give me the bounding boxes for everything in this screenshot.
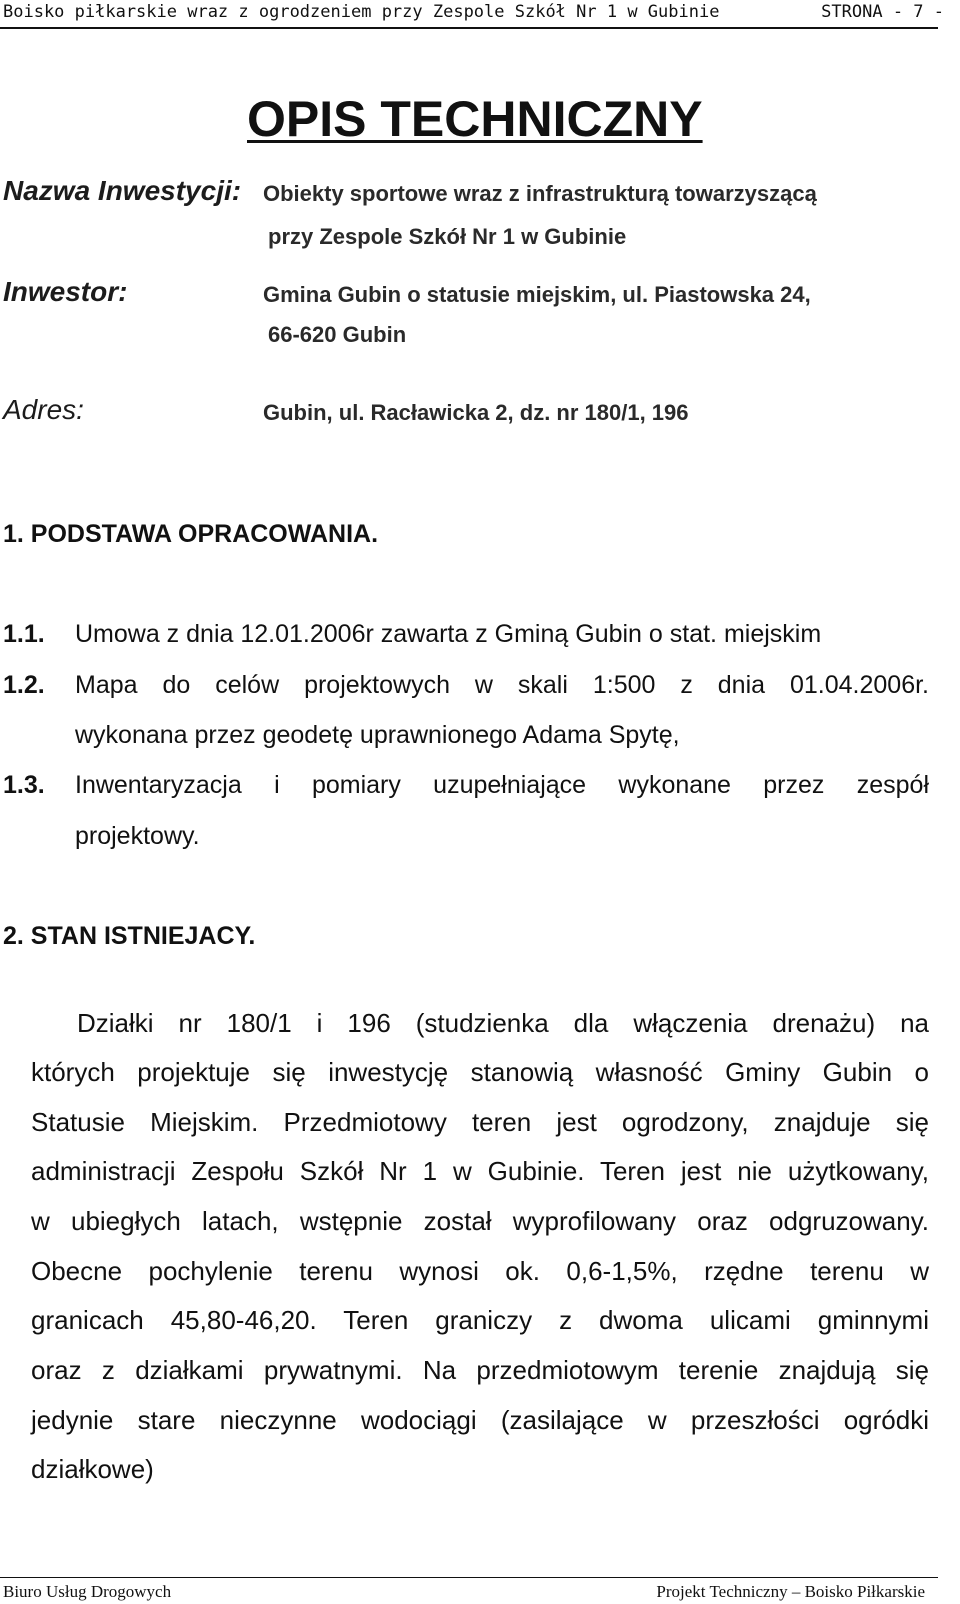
item-text: Inwentaryzacja i pomiary uzupełniające wykonane przez zespół [75,771,929,799]
page-number: STRONA - 7 - [821,2,944,22]
footer-divider [0,1577,938,1578]
footer-company: Biuro Usług Drogowych [3,1582,172,1601]
investor-line1: Gmina Gubin o statusie miejskim, ul. Piastowska 24, [263,282,811,307]
item-number: 1.3. [3,771,45,799]
paragraph-line: oraz z działkami prywatnymi. Na przedmiotowym terenie znajdują się [31,1355,929,1385]
paragraph-line: Obecne pochylenie terenu wynosi ok. 0,6-1,5%, rzędne terenu w [31,1256,929,1286]
item-number: 1.1. [3,620,45,648]
investor-label: Inwestor: [3,276,128,307]
paragraph-line: w ubiegłych latach, wstępnie został wyprofilowany oraz odgruzowany. [31,1206,929,1236]
header-divider [0,27,938,29]
paragraph-line: działkowe) [31,1454,154,1484]
item-text: Mapa do celów projektowych w skali 1:500 z dnia 01.04.2006r. [75,671,929,699]
paragraph-line: granicach 45,80-46,20. Teren graniczy z dwoma ulicami gminnymi [31,1305,929,1335]
item-text-continued: wykonana przez geodetę uprawnionego Adama Spytę, [75,721,680,749]
investment-name-line2: przy Zespole Szkół Nr 1 w Gubinie [268,224,627,249]
section-heading-basis: 1. PODSTAWA OPRACOWANIA. [3,520,379,548]
item-text-continued: projektowy. [75,822,200,850]
paragraph-line: administracji Zespołu Szkół Nr 1 w Gubinie. Teren jest nie użytkowany, [31,1156,929,1186]
paragraph-line: Statusie Miejskim. Przedmiotowy teren jest ogrodzony, znajduje się [31,1107,929,1137]
investor-line2: 66-620 Gubin [268,322,407,347]
section-heading-existing-state: 2. STAN ISTNIEJACY. [3,922,256,950]
paragraph-line: jedynie stare nieczynne wodociągi (zasilające w przeszłości ogródki [31,1405,929,1435]
address-label: Adres: [3,394,84,425]
document-title: OPIS TECHNICZNY [247,91,703,147]
paragraph-line: Działki nr 180/1 i 196 (studzienka dla włączenia drenażu) na [77,1008,929,1038]
address-value: Gubin, ul. Racławicka 2, dz. nr 180/1, 196 [263,400,689,425]
item-number: 1.2. [3,671,45,699]
page-header-title: Boisko piłkarskie wraz z ogrodzeniem przy Zespole Szkół Nr 1 w Gubinie [3,2,720,22]
paragraph-line: których projektuje się inwestycję stanowią własność Gminy Gubin o [31,1057,929,1087]
investment-label: Nazwa Inwestycji: [3,175,242,206]
item-text: Umowa z dnia 12.01.2006r zawarta z Gminą Gubin o stat. miejskim [75,620,822,648]
footer-project: Projekt Techniczny – Boisko Piłkarskie [656,1582,925,1601]
investment-name-line1: Obiekty sportowe wraz z infrastrukturą towarzyszącą [263,181,817,206]
